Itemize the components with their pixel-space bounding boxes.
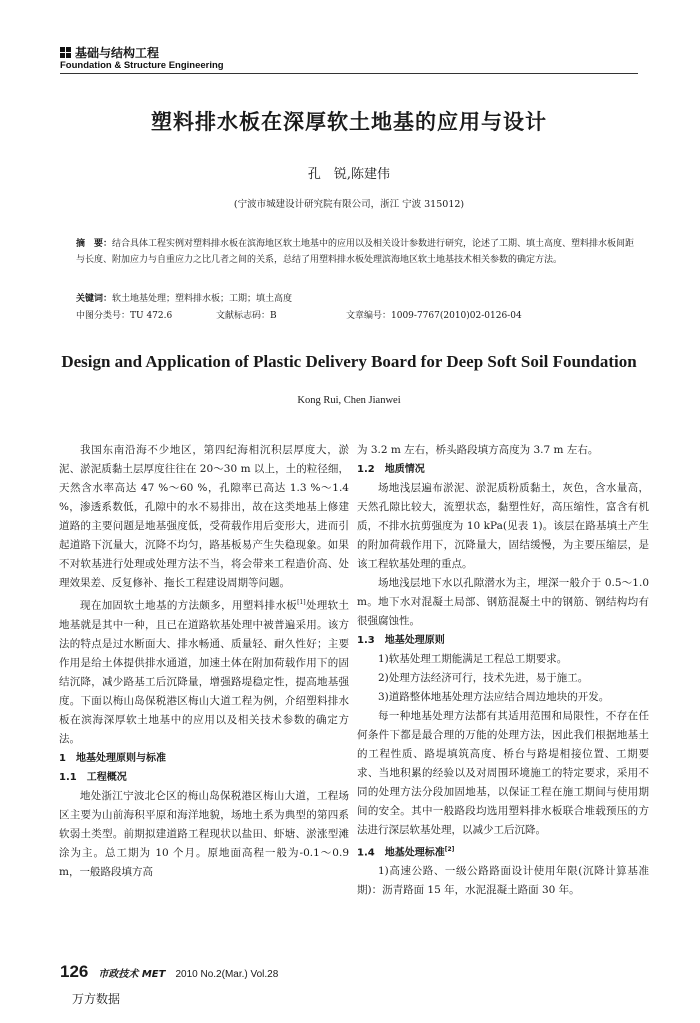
paragraph: 我国东南沿海不少地区，第四纪海相沉积层厚度大，淤泥、淤泥质黏土层厚度往往在 20～30 m 以上，土的粒径细，天然含水率高达 47 %～60 %，孔隙率已高达 1.3 %～1.4 %，渗透系数低，孔隙中的水不易排出，故在这类地基上修建道路的主要问题是地基强度低，受荷载作用后变形大，进而引起道路下沉量大，沉降不均匀，路基板易产生失稳现象。如果不对软基进行处理或处理方法不当，将会带来工程造价高、处理效果差、反复修补、拖长工程建设周期等问题。: [59, 444, 349, 589]
paragraph: 1)高速公路、一级公路路面设计使用年限(沉降计算基准期)：沥青路面 15 年，水泥混凝土路面 30 年。: [357, 865, 649, 897]
paragraph: 地处浙江宁波北仑区的梅山岛保税港区梅山大道，工程场区主要为山前海积平原和海洋地貌，场地土系为典型的第四系软弱土类型。前期拟建道路工程现状以盐田、虾塘、淤涨型滩涂为主。总工期为 10 个月。原地面高程一般为-0.1～0.9 m，一般路段填方高: [59, 789, 349, 878]
subsection-heading: 1.1 工程概况: [59, 771, 127, 783]
body-column-left: [59, 441, 349, 882]
article-number: 文章编号：1009-7767(2010)02-0126-04: [346, 311, 522, 321]
affiliation: (宁波市城建设计研究院有限公司，浙江 宁波 315012): [233, 199, 465, 210]
keywords: [76, 291, 636, 307]
section-header: [60, 44, 159, 61]
paragraph: 3)道路整体地基处理方法应结合周边地块的开发。: [378, 691, 610, 703]
paragraph: 2)处理方法经济可行，技术先进，易于施工。: [378, 672, 589, 684]
section-heading: 1 地基处理原则与标准: [59, 752, 166, 764]
section-square-icon: [60, 47, 71, 58]
paper-title-en: Design and Application of Plastic Delivery Board for Deep Soft Soil Foundation: [61, 352, 637, 371]
subsection-heading: 1.4 地基处理标准[2]: [357, 846, 455, 859]
clc-number: 中图分类号：TU 472.6: [76, 311, 173, 321]
subsection-heading: 1.3 地基处理原则: [357, 635, 445, 646]
citation-ref: [2]: [444, 846, 455, 853]
authors-cn: 孔 锐,陈建伟: [307, 167, 391, 182]
abstract: [76, 236, 636, 268]
document-code: 文献标志码：B: [216, 311, 277, 321]
section-title-cn: 基础与结构工程: [75, 46, 160, 60]
subsection-heading: 1.2 地质情况: [357, 464, 425, 475]
section-title-en: Foundation & Structure Engineering: [60, 60, 224, 71]
paragraph: 每一种地基处理方法都有其适用范围和局限性，不存在任何条件下都是最合理的万能的处理方法，因此我们根据地基土的工程性质、路堤填筑高度、桥台与路堤相接位置、工期要求、当地积累的经验以及对周围环境施工的特定要求，采用不同的处理方法分段加固地基，以保证工程在施工期间与使用期间的安全。其中一般路段均选用塑料排水板联合堆载预压的方法进行深层软基处理，以减少工后沉降。: [357, 710, 649, 836]
paragraph: 现在加固软土地基的方法颇多，用塑料排水板[1]处理软土地基就是其中一种，且已在道路软基处理中被普遍采用。该方法的特点是过水断面大、排水畅通、质量轻、耐久性好；主要作用是给土体提供排水通道，加速土体在附加荷载作用下的固结沉降，减少路基工后沉降量，增强路堤稳定性，提高地基强度。下面以梅山岛保税港区梅山大道工程为例，介绍塑料排水板在滨海深厚软土地基中的应用以及相关技术参数的确定方法。: [59, 599, 350, 745]
keywords-label: 关键词：: [76, 294, 113, 304]
paragraph: 场地浅层地下水以孔隙潜水为主，埋深一般介于 0.5～1.0 m。地下水对混凝土局部、钢筋混凝土中的钢筋、钢结构均有很强腐蚀性。: [357, 577, 649, 627]
paragraph: 1)软基处理工期能满足工程总工期要求。: [378, 653, 568, 665]
watermark: 万方数据: [72, 992, 121, 1006]
body-column-right: [357, 441, 649, 900]
issue-info: 2010 No.2(Mar.) Vol.28: [175, 969, 279, 980]
page-number: 126: [60, 962, 89, 981]
citation-ref: [1]: [297, 599, 306, 606]
keywords-text: 软土地基处理；塑料排水板；工期；填土高度: [112, 294, 293, 304]
authors-en: Kong Rui, Chen Jianwei: [297, 395, 401, 406]
paragraph: 场地浅层遍布淤泥、淤泥质粉质黏土，灰色，含水量高，天然孔隙比较大，流塑状态，黏塑性好，高压缩性，富含有机质，不排水抗剪强度为 10 kPa(见表 1)。该层在路基填土产生的附加荷载作用下，沉降量大，固结缓慢，为主要压缩层，是该工程软基处理的重点。: [357, 482, 649, 570]
abstract-text: 结合具体工程实例对塑料排水板在滨海地区软土地基中的应用以及相关设计参数进行研究，论述了工期、填土高度、塑料排水板间距与长度、附加应力与自重应力之比几者之间的关系，总结了用塑料排水板处理滨海地区软土地基技术相关参数的确定方法。: [76, 239, 635, 265]
page-footer: [60, 962, 278, 982]
abstract-label: 摘 要：: [76, 239, 113, 249]
header-rule: [60, 73, 638, 74]
classification-line: [76, 308, 636, 324]
paragraph: 为 3.2 m 左右，桥头路段填方高度为 3.7 m 左右。: [357, 444, 599, 456]
journal-name: 市政技术 MET: [98, 969, 166, 980]
paper-title-cn: 塑料排水板在深厚软土地基的应用与设计: [151, 110, 547, 134]
